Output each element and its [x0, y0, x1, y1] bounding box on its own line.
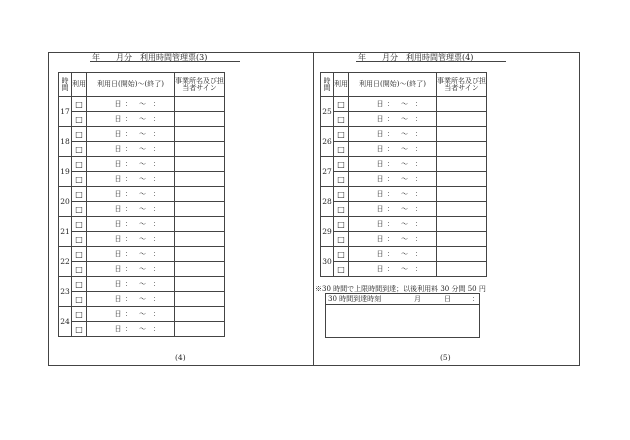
use-checkbox[interactable]: □	[334, 217, 349, 232]
sign-entry[interactable]	[437, 142, 487, 157]
use-checkbox[interactable]: □	[72, 97, 87, 112]
date-time-entry[interactable]: 日 ： ～ ：	[87, 292, 175, 307]
header-date-period: 利用日(開始)～(終了)	[349, 73, 437, 97]
use-checkbox[interactable]: □	[72, 142, 87, 157]
table-row	[59, 217, 225, 232]
use-checkbox[interactable]: □	[334, 187, 349, 202]
page-divider	[313, 52, 314, 366]
left-usage-table	[58, 72, 225, 337]
table-row	[321, 127, 487, 142]
date-time-entry[interactable]: 日 ： ～ ：	[87, 322, 175, 337]
date-time-entry[interactable]: 日 ： ～ ：	[349, 157, 437, 172]
sign-entry[interactable]	[175, 277, 225, 292]
date-time-entry[interactable]: 日 ： ～ ：	[349, 202, 437, 217]
right-page-title: 年 月分 利用時間管理票(4)	[358, 53, 474, 62]
date-time-entry[interactable]: 日 ： ～ ：	[87, 247, 175, 262]
sign-entry[interactable]	[175, 262, 225, 277]
date-time-entry[interactable]: 日 ： ～ ：	[349, 217, 437, 232]
use-checkbox[interactable]: □	[72, 232, 87, 247]
sign-entry[interactable]	[437, 112, 487, 127]
sign-entry[interactable]	[437, 187, 487, 202]
use-checkbox[interactable]: □	[334, 172, 349, 187]
table-row	[321, 157, 487, 172]
day-number: 20	[59, 187, 72, 217]
header-sign: 事業所名及び担当者サイン	[437, 73, 487, 97]
use-checkbox[interactable]: □	[334, 262, 349, 277]
use-checkbox[interactable]: □	[72, 262, 87, 277]
date-time-entry[interactable]: 日 ： ～ ：	[87, 232, 175, 247]
right-usage-table	[320, 72, 487, 277]
date-time-entry[interactable]: 日 ： ～ ：	[349, 172, 437, 187]
sign-entry[interactable]	[175, 97, 225, 112]
table-row	[59, 202, 225, 217]
date-time-entry[interactable]: 日 ： ～ ：	[87, 187, 175, 202]
table-row	[59, 322, 225, 337]
day-number: 27	[321, 157, 334, 187]
sign-entry[interactable]	[437, 97, 487, 112]
day-number: 30	[321, 247, 334, 277]
sign-entry[interactable]	[175, 247, 225, 262]
date-time-entry[interactable]: 日 ： ～ ：	[87, 262, 175, 277]
table-row	[321, 202, 487, 217]
day-number: 28	[321, 187, 334, 217]
date-time-entry[interactable]: 日 ： ～ ：	[87, 217, 175, 232]
right-page-number: (5)	[440, 353, 451, 362]
sign-entry[interactable]	[437, 262, 487, 277]
sign-entry[interactable]	[437, 232, 487, 247]
reach-time-label: 30 時間到達時刻	[328, 295, 382, 303]
date-time-entry[interactable]: 日 ： ～ ：	[87, 127, 175, 142]
use-checkbox[interactable]: □	[334, 142, 349, 157]
sign-entry[interactable]	[175, 127, 225, 142]
table-row	[59, 187, 225, 202]
reach-month-label: 月	[414, 295, 421, 303]
use-checkbox[interactable]: □	[72, 307, 87, 322]
sign-entry[interactable]	[175, 292, 225, 307]
sign-entry[interactable]	[437, 202, 487, 217]
table-row	[59, 247, 225, 262]
table-row	[59, 142, 225, 157]
table-row	[59, 127, 225, 142]
table-row	[59, 97, 225, 112]
right-title-underline	[356, 61, 506, 62]
use-checkbox[interactable]: □	[334, 112, 349, 127]
day-number: 25	[321, 97, 334, 127]
sign-entry[interactable]	[175, 202, 225, 217]
date-time-entry[interactable]: 日 ： ～ ：	[87, 307, 175, 322]
sign-entry[interactable]	[175, 322, 225, 337]
table-row	[321, 172, 487, 187]
table-row	[321, 247, 487, 262]
date-time-entry[interactable]: 日 ： ～ ：	[349, 187, 437, 202]
use-checkbox[interactable]: □	[72, 277, 87, 292]
date-time-entry[interactable]: 日 ： ～ ：	[349, 97, 437, 112]
left-page-title: 年 月分 利用時間管理票(3)	[92, 53, 208, 62]
header-use: 利用	[72, 73, 87, 97]
day-number: 26	[321, 127, 334, 157]
sign-entry[interactable]	[437, 217, 487, 232]
date-time-entry[interactable]: 日 ： ～ ：	[349, 262, 437, 277]
use-checkbox[interactable]: □	[334, 232, 349, 247]
date-time-entry[interactable]: 日 ： ～ ：	[87, 112, 175, 127]
header-time: 時間	[321, 73, 334, 97]
date-time-entry[interactable]: 日 ： ～ ：	[349, 142, 437, 157]
use-checkbox[interactable]: □	[72, 217, 87, 232]
use-checkbox[interactable]: □	[72, 112, 87, 127]
table-row	[321, 217, 487, 232]
use-checkbox[interactable]: □	[72, 247, 87, 262]
date-time-entry[interactable]: 日 ： ～ ：	[87, 277, 175, 292]
table-row	[59, 232, 225, 247]
reach-day-label: 日	[444, 295, 451, 303]
use-checkbox[interactable]: □	[334, 127, 349, 142]
sign-entry[interactable]	[437, 247, 487, 262]
sign-entry[interactable]	[175, 232, 225, 247]
header-sign: 事業所名及び担当者サイン	[175, 73, 225, 97]
use-checkbox[interactable]: □	[334, 157, 349, 172]
left-page-number: (4)	[175, 353, 186, 362]
sign-entry[interactable]	[437, 172, 487, 187]
use-checkbox[interactable]: □	[334, 202, 349, 217]
day-number: 19	[59, 157, 72, 187]
date-time-entry[interactable]: 日 ： ～ ：	[349, 112, 437, 127]
sign-entry[interactable]	[175, 112, 225, 127]
use-checkbox[interactable]: □	[72, 187, 87, 202]
sign-entry[interactable]	[175, 142, 225, 157]
day-number: 21	[59, 217, 72, 247]
sign-entry[interactable]	[175, 157, 225, 172]
day-number: 17	[59, 97, 72, 127]
date-time-entry[interactable]: 日 ： ～ ：	[349, 247, 437, 262]
table-row	[59, 112, 225, 127]
table-row	[59, 292, 225, 307]
day-number: 29	[321, 217, 334, 247]
reach-time-entry[interactable]	[326, 305, 479, 337]
table-row	[321, 187, 487, 202]
date-time-entry[interactable]: 日 ： ～ ：	[349, 232, 437, 247]
day-number: 23	[59, 277, 72, 307]
sign-entry[interactable]	[175, 217, 225, 232]
date-time-entry[interactable]: 日 ： ～ ：	[349, 127, 437, 142]
reach-time-header	[326, 294, 479, 305]
use-checkbox[interactable]: □	[72, 127, 87, 142]
table-row	[59, 172, 225, 187]
table-row	[59, 307, 225, 322]
date-time-entry[interactable]: 日 ： ～ ：	[87, 172, 175, 187]
header-use: 利用	[334, 73, 349, 97]
date-time-entry[interactable]: 日 ： ～ ：	[87, 142, 175, 157]
header-time: 時間	[59, 73, 72, 97]
use-checkbox[interactable]: □	[72, 202, 87, 217]
left-title-underline	[90, 61, 240, 62]
use-checkbox[interactable]: □	[334, 247, 349, 262]
limit-note: ※30 時間で上限時間到達；以後利用料 30 分間 50 円	[315, 285, 486, 293]
date-time-entry[interactable]: 日 ： ～ ：	[87, 97, 175, 112]
table-row	[59, 157, 225, 172]
sign-entry[interactable]	[175, 172, 225, 187]
table-row	[321, 232, 487, 247]
use-checkbox[interactable]: □	[72, 322, 87, 337]
use-checkbox[interactable]: □	[334, 97, 349, 112]
sign-entry[interactable]	[437, 157, 487, 172]
day-number: 18	[59, 127, 72, 157]
header-date-period: 利用日(開始)～(終了)	[87, 73, 175, 97]
table-row	[59, 262, 225, 277]
date-time-entry[interactable]: 日 ： ～ ：	[87, 157, 175, 172]
date-time-entry[interactable]: 日 ： ～ ：	[87, 202, 175, 217]
use-checkbox[interactable]: □	[72, 157, 87, 172]
reach-colon: ：	[472, 295, 479, 303]
sign-entry[interactable]	[175, 307, 225, 322]
use-checkbox[interactable]: □	[72, 172, 87, 187]
day-number: 24	[59, 307, 72, 337]
sign-entry[interactable]	[175, 187, 225, 202]
table-row	[321, 142, 487, 157]
table-row	[59, 277, 225, 292]
sign-entry[interactable]	[437, 127, 487, 142]
day-number: 22	[59, 247, 72, 277]
use-checkbox[interactable]: □	[72, 292, 87, 307]
table-row	[321, 262, 487, 277]
reach-time-box	[325, 293, 480, 338]
table-row	[321, 97, 487, 112]
table-row	[321, 112, 487, 127]
